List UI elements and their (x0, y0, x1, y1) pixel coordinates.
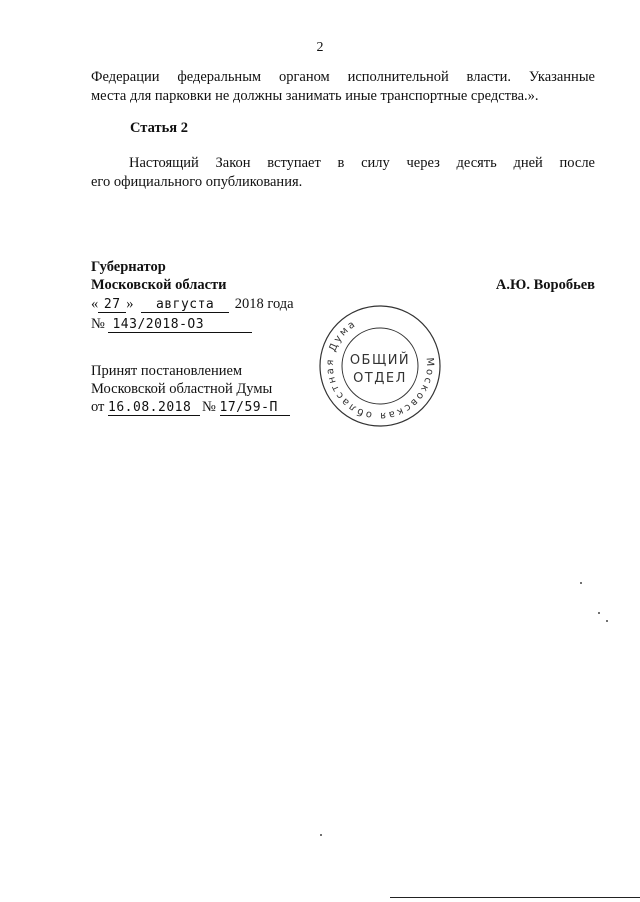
stamp-ring-text: Московская областная Дума (324, 318, 436, 422)
scan-speck (580, 582, 582, 584)
adoption-date-line (91, 398, 290, 416)
official-stamp (318, 304, 442, 428)
law-number: 143/2018-ОЗ (108, 318, 252, 333)
paragraph-continuation (91, 68, 595, 106)
scan-speck (320, 834, 322, 836)
adoption-number: 17/59-П (220, 401, 290, 416)
stamp-center-line-2: ОТДЕЛ (353, 371, 407, 386)
number-symbol: № (202, 399, 216, 415)
adoption-date: 16.08.2018 (108, 401, 200, 416)
adoption-line: Принят постановлением (91, 363, 243, 379)
signature-day: 27 (98, 298, 126, 313)
quote-close: » (126, 296, 134, 312)
number-symbol: № (91, 316, 105, 332)
adoption-block (91, 362, 290, 416)
bottom-rule (390, 897, 640, 898)
from-label: от (91, 399, 105, 415)
governor-name: А.Ю. Воробьев (495, 277, 595, 293)
paragraph-line: Федерации федеральным органом исполнительной власти. Указанные (91, 69, 595, 85)
signature-year: 2018 года (234, 296, 294, 312)
signature-month: августа (141, 298, 229, 313)
page-number: 2 (316, 40, 324, 55)
stamp-seal-graphic (318, 304, 442, 428)
article-body (91, 154, 595, 192)
paragraph-line: места для парковки не должны занимать иные транспортные средства.». (91, 88, 539, 104)
quote-open: « (91, 296, 99, 312)
paragraph-line: Настоящий Закон вступает в силу через десять дней после (129, 155, 595, 171)
article-heading: Статья 2 (130, 120, 188, 136)
governor-title: Губернатор (91, 259, 166, 275)
scan-speck (606, 620, 608, 622)
paragraph-line: его официального опубликования. (91, 174, 303, 190)
adoption-line: Московской областной Думы (91, 381, 273, 397)
scan-speck (598, 612, 600, 614)
stamp-center-line-1: ОБЩИЙ (349, 353, 411, 368)
governor-region: Московской области (91, 277, 227, 293)
